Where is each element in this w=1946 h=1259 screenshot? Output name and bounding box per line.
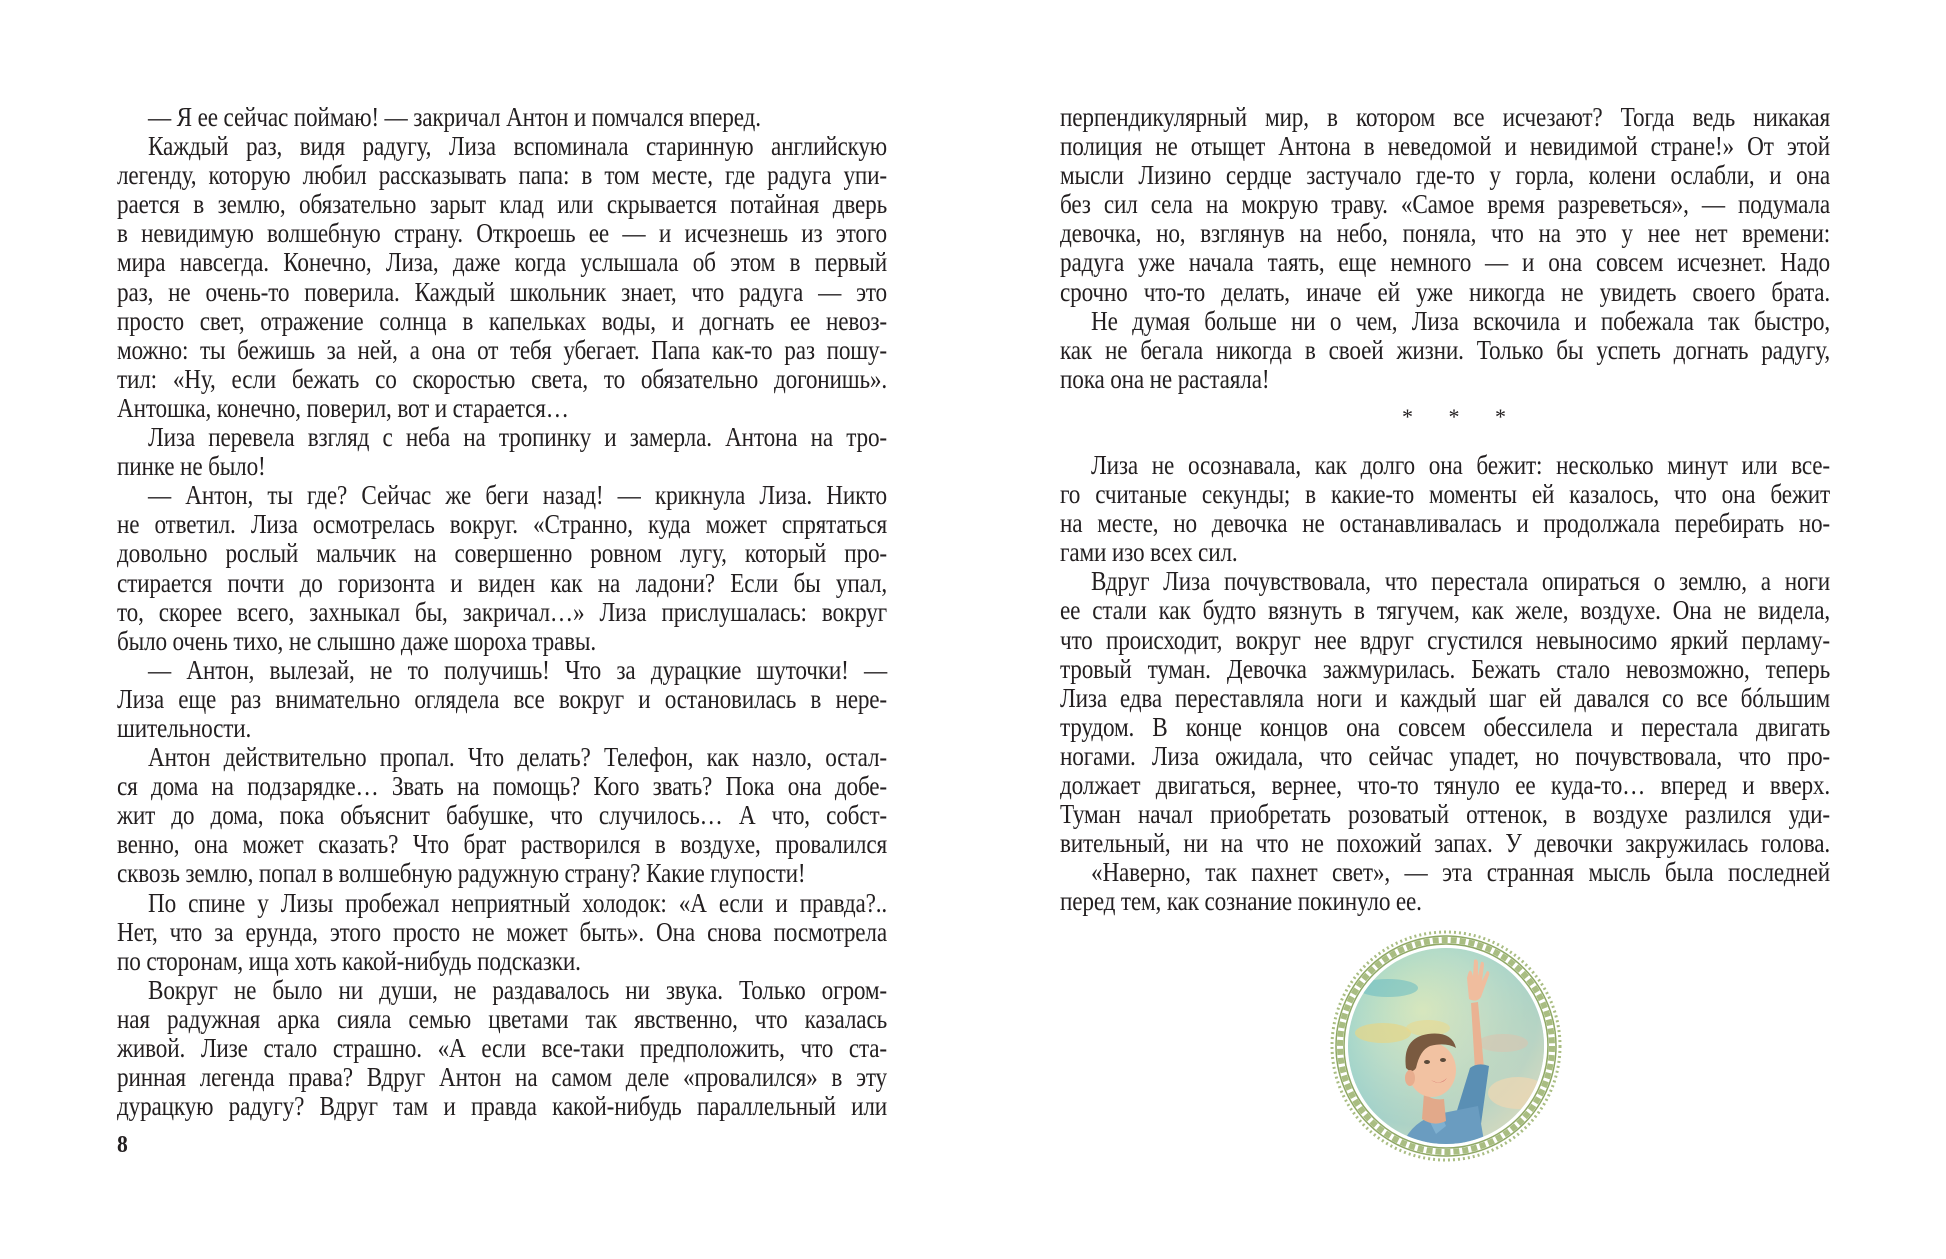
boy-medallion-illustration [1328, 928, 1564, 1164]
text-line-content: стирается почти до горизонта и виден как на ладони? Если бы упал, [117, 567, 887, 598]
left-text-column [117, 103, 887, 1121]
text-line [1060, 509, 1830, 538]
text-line-content: срочно что-то делать, иначе ей уже никогда не увидеть своего брата. [1060, 276, 1830, 307]
text-line-content: живой. Лизе стало страшно. «А если все-таки предположить, что ста- [117, 1033, 887, 1063]
text-line [1060, 278, 1830, 307]
text-line [1060, 800, 1830, 829]
text-line-content: Нет, что за ерунда, этого просто не может быть». Она снова посмотрела [117, 916, 887, 947]
text-line-content: довольно рослый мальчик на совершенно ровном лугу, который про- [117, 538, 887, 569]
text-line [1060, 858, 1830, 887]
text-line-content: легенду, которую любил рассказывать папа: в том месте, где радуга упи- [117, 160, 887, 191]
text-line-content: на месте, но девочка не останавливалась и продолжала перебирать но- [1060, 508, 1830, 539]
text-line [117, 132, 887, 161]
page-number: 8 [117, 1132, 128, 1158]
text-line [1060, 480, 1830, 509]
text-line [1060, 596, 1830, 625]
text-line [1060, 103, 1830, 132]
text-line [117, 278, 887, 307]
text-line-content: го считаные секунды; в какие-то моменты ей казалось, что она бежит [1060, 479, 1830, 510]
text-line [117, 598, 887, 627]
text-line [117, 656, 887, 685]
text-line-content: ся дома на подзарядке… Звать на помощь? Кого звать? Пока она добе- [117, 771, 887, 802]
text-line-content: — Антон, ты где? Сейчас же беги назад! — крикнула Лиза. Никто [148, 480, 887, 511]
text-line-content: ногами. Лиза ожидала, что сейчас упадет, но почувствовала, что про- [1060, 740, 1830, 771]
text-line-content: Вокруг не было ни души, не раздавалось ни звука. Только огром- [148, 974, 887, 1005]
text-line-content: шительности. [117, 712, 252, 743]
text-line [1060, 451, 1830, 480]
text-line [1060, 626, 1830, 655]
text-line-content: Лиза перевела взгляд с неба на тропинку и замерла. Антона на тро- [148, 422, 887, 453]
text-line-content: Лиза не осознавала, как долго она бежит: несколько минут или все- [1091, 449, 1830, 480]
text-line-content: сквозь землю, попал в волшебную радужную страну? Какие глупости! [117, 858, 806, 889]
text-line [117, 365, 887, 394]
text-line-content: то, скорее всего, захныкал бы, закричал…» Лиза прислушалась: вокруг [117, 596, 887, 627]
text-line-content: дурацкую радугу? Вдруг там и правда какой-нибудь параллельный или [117, 1091, 887, 1122]
text-line-content: тил: «Ну, если бежать со скоростью света, то обязательно догонишь». [117, 363, 887, 394]
text-line-content: как не бегала никогда в своей жизни. Только бы успеть догнать радугу, [1060, 334, 1830, 365]
text-line [1060, 219, 1830, 248]
text-line [117, 976, 887, 1005]
text-line [117, 859, 887, 888]
text-line [117, 452, 887, 481]
text-line [117, 1034, 887, 1063]
text-line-content: «Наверно, так пахнет свет», — эта странная мысль была последней [1091, 857, 1830, 888]
text-line [1060, 538, 1830, 567]
text-line [1060, 655, 1830, 684]
text-line [117, 772, 887, 801]
text-line-content: девочка, но, взглянув на небо, поняла, что на это у нее нет времени: [1060, 218, 1830, 249]
text-line [1060, 307, 1830, 336]
text-line [117, 918, 887, 947]
text-line-content: Антон действительно пропал. Что делать? Телефон, как назло, остал- [148, 742, 887, 773]
text-line-content: Туман начал приобретать розоватый оттенок, в воздухе разлился уди- [1060, 799, 1830, 830]
text-line-content: Антошка, конечно, поверил, вот и старается… [117, 392, 569, 423]
text-line-content: тровый туман. Девочка зажмурилась. Бежать стало невозможно, теперь [1060, 653, 1830, 684]
text-line-content: что происходит, вокруг нее вдруг сгустился невыносимо яркий перламу- [1060, 624, 1830, 655]
text-line-content: По спине у Лизы пробежал неприятный холодок: «А если и правда?.. [148, 887, 887, 918]
text-line-content: ее стали как будто вязнуть в тягучем, как желе, воздухе. Она не видела, [1060, 595, 1830, 626]
text-line [117, 801, 887, 830]
text-line [1060, 161, 1830, 190]
text-line [117, 103, 887, 132]
sky-scene [1328, 928, 1564, 1164]
text-line-content: венно, она может сказать? Что брат растворился в воздухе, провалился [117, 829, 887, 860]
text-block-before-break [1060, 103, 1830, 394]
text-block-after-break [1060, 451, 1830, 917]
text-line [117, 336, 887, 365]
text-line [117, 627, 887, 656]
text-line [117, 1063, 887, 1092]
text-line [117, 248, 887, 277]
text-line-content: рается в землю, обязательно зарыт клад или скрывается потайная дверь [117, 189, 887, 220]
text-line-content: — Я ее сейчас поймаю! — закричал Антон и помчался вперед. [148, 102, 761, 132]
text-line [1060, 684, 1830, 713]
text-line-content: должает двигаться, вернее, что-то тянуло ее куда-то… вперед и вверх. [1060, 769, 1830, 800]
text-line-content: перед тем, как сознание покинуло ее. [1060, 886, 1422, 917]
text-line-content: пока она не растаяла! [1060, 363, 1270, 394]
text-line [1060, 829, 1830, 858]
text-line-content: просто свет, отражение солнца в капельках воды, и догнать ее невоз- [117, 305, 887, 336]
text-line-content: мира навсегда. Конечно, Лиза, даже когда услышала об этом в первый [117, 247, 887, 278]
text-line-content: радуга уже начала таять, еще немного — и она совсем исчезнет. Надо [1060, 247, 1830, 278]
text-line [1060, 771, 1830, 800]
text-line [117, 685, 887, 714]
text-line-content: ринная легенда права? Вдруг Антон на самом деле «провалился» в эту [117, 1062, 887, 1093]
text-line-content: можно: ты бежишь за ней, а она от тебя убегает. Папа как-то раз пошу- [117, 334, 887, 365]
text-line [117, 510, 887, 539]
section-break-asterisks: * * * [1402, 403, 1508, 429]
text-line-content: жит до дома, пока объяснит бабушке, что случилось… А что, собст- [117, 800, 887, 831]
text-line [1060, 713, 1830, 742]
text-line [1060, 132, 1830, 161]
text-line-content: полиция не отыщет Антона в неведомой и невидимой стране!» От этой [1060, 131, 1830, 162]
text-line-content: вительный, ни на что не похожий запах. У девочки закружилась голова. [1060, 828, 1830, 859]
text-line [117, 481, 887, 510]
text-line-content: ная радужная арка сияла семью цветами так явственно, что казалась [117, 1003, 887, 1034]
text-line [117, 743, 887, 772]
text-line-content: перпендикулярный мир, в котором все исчезают? Тогда ведь никакая [1060, 102, 1830, 132]
right-text-column [1060, 103, 1830, 916]
text-line [117, 219, 887, 248]
text-line [1060, 887, 1830, 916]
text-line-content: Лиза еще раз внимательно оглядела все вокруг и остановилась в нере- [117, 683, 887, 714]
text-line-content: Не думая больше ни о чем, Лиза вскочила и побежала так быстро, [1091, 305, 1830, 336]
text-line-content: Лиза едва переставляла ноги и каждый шаг ей давался со все бóльшим [1060, 682, 1830, 713]
text-line-content: без сил села на мокрую траву. «Самое время разреветься», — подумала [1060, 189, 1830, 220]
text-line [117, 307, 887, 336]
text-line [117, 394, 887, 423]
text-line [117, 539, 887, 568]
text-line-content: не ответил. Лиза осмотрелась вокруг. «Странно, куда может спрятаться [117, 509, 887, 540]
text-line [117, 161, 887, 190]
text-line [1060, 365, 1830, 394]
text-line-content: пинке не было! [117, 451, 266, 482]
text-line-content: гами изо всех сил. [1060, 537, 1238, 568]
text-line-content: Каждый раз, видя радугу, Лиза вспоминала старинную английскую [148, 131, 887, 162]
text-line-content: трудом. В конце концов она совсем обессилела и перестала двигать [1060, 711, 1830, 742]
text-line [117, 190, 887, 219]
text-line [1060, 248, 1830, 277]
text-line [117, 830, 887, 859]
text-line [1060, 190, 1830, 219]
text-line-content: было очень тихо, не слышно даже шороха травы. [117, 625, 597, 656]
text-line-content: в невидимую волшебную страну. Откроешь ее — и исчезнешь из этого [117, 218, 887, 249]
text-line [1060, 336, 1830, 365]
text-line [117, 1005, 887, 1034]
text-line-content: — Антон, вылезай, не то получишь! Что за дурацкие шуточки! — [148, 654, 887, 685]
text-line [117, 569, 887, 598]
text-line [117, 1092, 887, 1121]
text-line [117, 714, 887, 743]
text-line [1060, 742, 1830, 771]
text-line [117, 889, 887, 918]
text-line [117, 947, 887, 976]
text-line-content: Вдруг Лиза почувствовала, что перестала опираться о землю, а ноги [1091, 566, 1830, 597]
text-line-content: по сторонам, ища хоть какой-нибудь подсказки. [117, 945, 581, 976]
text-line-content: мысли Лизино сердце застучало где-то у горла, колени ослабли, и она [1060, 160, 1830, 191]
text-line [1060, 567, 1830, 596]
text-line-content: раз, не очень-то поверила. Каждый школьник знает, что радуга — это [117, 276, 887, 307]
text-line [117, 423, 887, 452]
